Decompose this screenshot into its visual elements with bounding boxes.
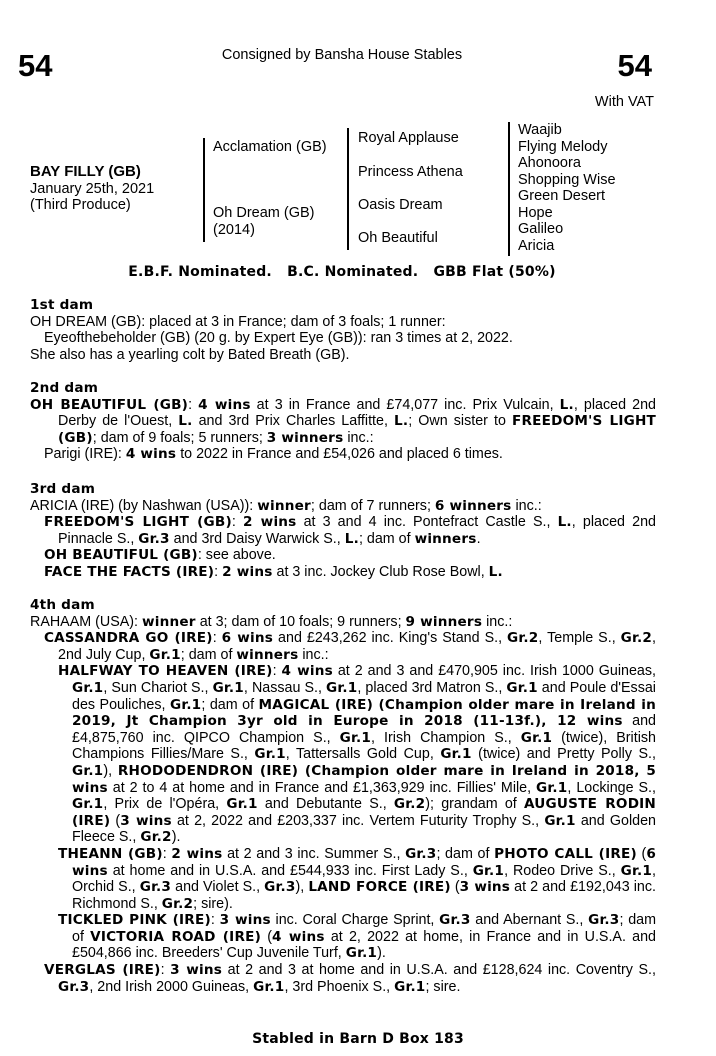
produce-entry: FACE THE FACTS (IRE): 2 wins at 3 inc. Jockey Club Rose Bowl, L. [44, 563, 503, 580]
section-2nd-dam [30, 380, 656, 463]
produce-number: (Third Produce) [30, 197, 131, 213]
lot-number-right: 54 [617, 48, 652, 83]
produce-entry: THEANN (GB): 2 wins at 2 and 3 inc. Summer S., Gr.3; dam of PHOTO CALL (IRE) (6 wins at home and in U.S.A. and £544,933 inc. First Lady S., Gr.1, Rodeo Drive S., Gr.1, Orchid S., Gr.3 and Violet S., Gr.3), LAND FORCE (IRE) (3 wins at 2 and £192,043 inc. Richmond S., Gr.2; sire). [58, 845, 657, 912]
dam-entry: OH BEAUTIFUL (GB): 4 wins at 3 in France and £74,077 inc. Prix Vulcain, L., placed 2nd Derby de l'Ouest, L. and 3rd Prix Charles Laffitte, L.; Own sister to FREEDOM'S LIGHT (GB); dam of 9 foals; 5 runners; 3 winners inc.: [30, 396, 657, 446]
section-title: 3rd dam [30, 481, 96, 497]
horse-name: BAY FILLY (GB) [30, 163, 141, 180]
pedigree-bracket-2 [347, 128, 349, 250]
section-title: 1st dam [30, 297, 94, 313]
note-entry: She also has a yearling colt by Bated Breath (GB). [30, 346, 350, 363]
dam-entry: RAHAAM (USA): winner at 3; dam of 10 foals; 9 runners; 9 winners inc.: [30, 613, 513, 630]
nominations: E.B.F. Nominated. B.C. Nominated. GBB Flat (50%) [128, 264, 556, 280]
section-title: 4th dam [30, 597, 95, 613]
lot-number-left: 54 [18, 48, 53, 83]
stabling-location: Stabled in Barn D Box 183 [252, 1031, 464, 1047]
pedigree-gen2-0: Royal Applause [358, 130, 459, 146]
pedigree-gen3-5: Hope [518, 204, 553, 221]
pedigree-bracket-1 [203, 138, 205, 242]
pedigree-gen2-2: Oasis Dream [358, 197, 443, 213]
section-4th-dam [30, 597, 656, 995]
produce-entry: OH BEAUTIFUL (GB): see above. [44, 547, 276, 564]
produce-entry: Eyeofthebeholder (GB) (20 g. by Expert Eye (GB)): ran 3 times at 2, 2022. [44, 330, 513, 347]
produce-entry: CASSANDRA GO (IRE): 6 wins and £243,262 inc. King's Stand S., Gr.2, Temple S., Gr.2, 2nd July Cup, Gr.1; dam of winners inc.: [44, 630, 656, 663]
pedigree-gen3-6: Galileo [518, 221, 564, 237]
pedigree-gen3-0: Waajib [518, 122, 562, 138]
section-3rd-dam [30, 481, 656, 581]
produce-entry: HALFWAY TO HEAVEN (IRE): 4 wins at 2 and 3 and £470,905 inc. Irish 1000 Guineas, Gr.1, Sun Chariot S., Gr.1, Nassau S., Gr.1, placed 3rd Matron S., Gr.1 and Poule d'Essai des Pouliches, Gr.1; dam of MAGICAL (IRE) (Champion older mare in Ireland in 2019, Jt Champion 3yr old in Europe in 2018 (11-13f.), 12 wins and £4,875,760 inc. QIPCO Champion S., Gr.1, Irish Champion S., Gr.1 (twice), British Champions Fillies/Mare S., Gr.1, Tattersalls Gold Cup, Gr.1 (twice) and Pretty Polly S., Gr.1), RHODODENDRON (IRE) (Champion older mare in Ireland in 2018, 5 wins at 2 to 4 at home and in France and £1,363,929 inc. Fillies' Mile, Gr.1, Lockinge S., Gr.1, Prix de l'Opéra, Gr.1 and Debutante S., Gr.2); grandam of AUGUSTE RODIN (IRE) (3 wins at 2, 2022 and £203,337 inc. Vertem Futurity Trophy S., Gr.1 and Golden Fleece S., Gr.2). [58, 663, 657, 846]
pedigree-sire: Acclamation (GB) [213, 139, 327, 155]
pedigree-bracket-3 [508, 122, 510, 256]
produce-entry: VERGLAS (IRE): 3 wins at 2 and 3 at home and in U.S.A. and £128,624 inc. Coventry S., Gr.3, 2nd Irish 2000 Guineas, Gr.1, 3rd Phoenix S., Gr.1; sire. [44, 962, 656, 995]
produce-entry: Parigi (IRE): 4 wins to 2022 in France and £54,026 and placed 6 times. [44, 446, 503, 463]
pedigree-gen3-3: Shopping Wise [518, 171, 616, 188]
produce-entry: FREEDOM'S LIGHT (GB): 2 wins at 3 and 4 inc. Pontefract Castle S., L., placed 2nd Pinnacle S., Gr.3 and 3rd Daisy Warwick S., L.; dam of winners. [44, 514, 656, 547]
pedigree-gen3-4: Green Desert [518, 188, 606, 204]
pedigree-gen3-2: Ahonoora [518, 155, 581, 171]
section-1st-dam [30, 297, 670, 363]
horse-identity [30, 164, 154, 214]
pedigree-gen3-list [518, 122, 616, 254]
dam-entry: ARICIA (IRE) (by Nashwan (USA)): winner; dam of 7 runners; 6 winners inc.: [30, 497, 542, 514]
pedigree-dam: Oh Dream (GB) (2014) [213, 205, 315, 238]
pedigree-gen2-1: Princess Athena [358, 164, 463, 180]
consignor: Consigned by Bansha House Stables [221, 47, 463, 63]
vat-note: With VAT [594, 94, 654, 110]
pedigree-gen3-7: Aricia [518, 237, 555, 254]
pedigree-gen3-1: Flying Melody [518, 138, 608, 155]
foaling-date: January 25th, 2021 [30, 180, 155, 197]
pedigree-gen2-3: Oh Beautiful [358, 230, 438, 246]
dam-entry: OH DREAM (GB): placed at 3 in France; dam of 3 foals; 1 runner: [30, 313, 446, 330]
produce-entry: TICKLED PINK (IRE): 3 wins inc. Coral Charge Sprint, Gr.3 and Abernant S., Gr.3; dam of VICTORIA ROAD (IRE) (4 wins at 2, 2022 at home, in France and in U.S.A. and £504,866 inc. Breeders' Cup Juvenile Turf, Gr.1). [58, 912, 657, 962]
section-title: 2nd dam [30, 380, 99, 396]
